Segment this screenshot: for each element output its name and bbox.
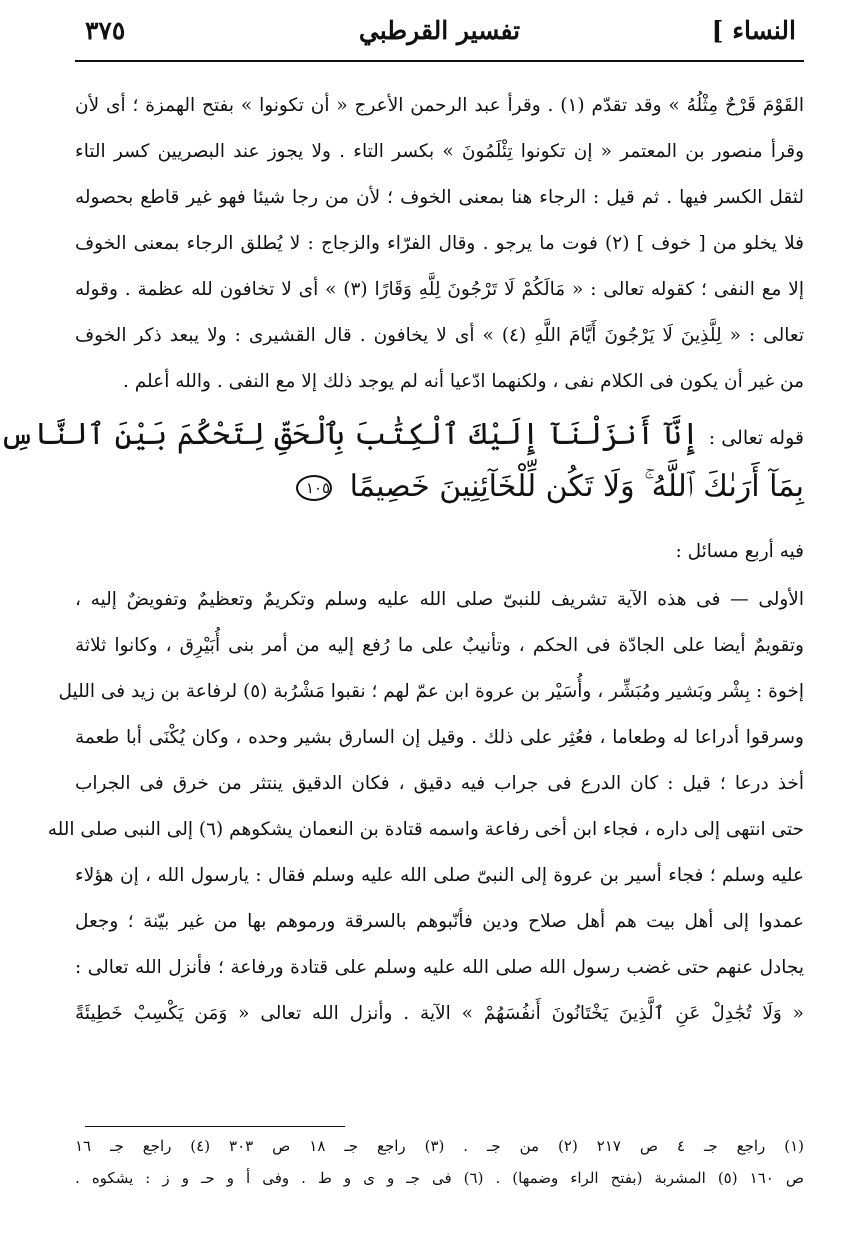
text-line: الأولى — فى هذه الآية تشريف للنبىّ صلى الله عليه وسلم وتكريمٌ وتعظيمٌ وتفويضٌ إليه ، — [75, 589, 804, 610]
text-line: عليه وسلم ؛ فجاء أسير بن عروة إلى النبىّ صلى الله عليه وسلم فقال : يارسول الله ، إن هؤلاء — [75, 865, 804, 886]
book-title: تفسير القرطبي — [358, 16, 521, 45]
text-line: أخذ درعا ؛ قيل : كان الدرع فى جراب فيه دقيق ، فكان الدقيق ينتثر من خرق فى الجراب — [75, 773, 804, 794]
footnote-line: (١) راجع جـ ٤ ص ٢١٧ (٢) من جـ . (٣) راجع جـ ١٨ ص ٣٠٣ (٤) راجع جـ ١٦ — [75, 1137, 805, 1155]
text-line: تعالى : « لِلَّذِينَ لَا يَرْجُونَ أَيَّامَ اللَّهِ (٤) » أى لا يخافون . قال القشيرى : ولا يبعد ذكر الخوف — [75, 325, 804, 346]
quran-verse-line-1 — [0, 416, 804, 468]
ayah-number-marker: ١٠٥ — [296, 475, 332, 501]
text-line: وسرقوا أدراعا له وطعاما ، فعُثِر على ذلك . وقيل إن السارق بشير وحده ، وكان يُكْنَى أبا طعمة — [75, 727, 804, 748]
text-line: وقرأ منصور بن المعتمر « إن تكونوا تِئْلَمُونَ » بكسر التاء . ولا يجوز عند البصريين كسر التاء — [75, 141, 804, 162]
text-line: لثقل الكسر فيها . ثم قيل : الرجاء هنا بمعنى الخوف ؛ لأن من رجا شيئا فهو غير قاطع بحصوله — [75, 187, 804, 208]
running-header — [75, 14, 804, 56]
text-line: فلا يخلو من [ خوف ] (٢) فوت ما يرجو . وقال الفرّاء والزجاج : لا يُطلق الرجاء بمعنى الخوف — [75, 233, 804, 254]
text-line: حتى انتهى إلى داره ، فجاء ابن أخى رفاعة واسمه قتادة بن النعمان يشكوهم (٦) إلى النبى صلى الله — [47, 819, 804, 840]
page-number: ٣٧٥ — [85, 16, 126, 45]
footnote-separator — [85, 1126, 345, 1127]
surah-name: النساء ] — [711, 16, 796, 45]
quran-verse-line-2 — [75, 468, 804, 520]
verse-text: إِنَّآ أَنزَلْنَآ إِلَيْكَ ٱلْكِتَٰبَ بِٱلْحَقِّ لِتَحْكُمَ بَيْنَ ٱلنَّاسِ — [0, 417, 700, 452]
text-line: القَوْمَ قَرْحٌ مِثْلُهُ » وقد تقدّم (١) . وقرأ عبد الرحمن الأعرج « أن تكونوا » بفتح الهمزة ؛ أى لأن — [75, 95, 804, 116]
footnote-line: ص ١٦٠ (٥) المشربة (بفتح الراء وضمها) . (٦) فى جـ و ى و ط . وفى أ و حـ و ز : يشكوه . — [75, 1169, 804, 1187]
text-line: من غير أن يكون فى الكلام نفى ، ولكنهما ادّعيا أنه لم يوجد ذلك إلا مع النفى . والله أعلم . — [122, 371, 804, 392]
footnotes — [75, 1136, 804, 1200]
page-body — [0, 94, 804, 1048]
text-line: « وَلَا تُجَٰدِلْ عَنِ ٱلَّذِينَ يَخْتَانُونَ أَنفُسَهُمْ » الآية . وأنزل الله تعالى « وَمَن يَكْسِبْ خَطِيئَةً — [75, 1003, 804, 1024]
text-line: وتقويمٌ أيضا على الجادّة فى الحكم ، وتأنيبٌ على ما رُفع إليه من أمر بنى أُبَيْرِق ، وكانوا ثلاثة — [75, 635, 804, 656]
text-line: إلا مع النفى ؛ كقوله تعالى : « مَالَكُمْ لَا تَرْجُونَ لِلَّهِ وَقَارًا (٣) » أى لا تخافون لله عظمة . وقوله — [75, 279, 804, 300]
text-line: يجادل عنهم حتى غضب رسول الله صلى الله عليه وسلم على قتادة ورفاعة ؛ فأنزل الله تعالى : — [75, 957, 804, 978]
book-page — [0, 14, 805, 1242]
text-line: إخوة : بِشْر وبَشير ومُبَشِّر ، وأُسَيْر بن عروة ابن عمّ لهم ؛ نقبوا مَشْرُبة (٥) لرفاعة بن زيد فى الليل — [58, 681, 804, 702]
text-line: عمدوا إلى أهل بيت هم أهل صلاح ودين فأنّبوهم بالسرقة ورموهم بها من غير بيّنة ؛ وجعل — [75, 911, 804, 932]
verse-text: بِمَآ أَرَىٰكَ ٱللَّهُ ۚ وَلَا تَكُن لِّلْخَآئِنِينَ خَصِيمًا — [349, 469, 804, 504]
verse-intro: قوله تعالى : — [708, 427, 804, 449]
header-rule — [75, 60, 804, 62]
section-heading: فيه أربع مسائل : — [675, 541, 804, 562]
